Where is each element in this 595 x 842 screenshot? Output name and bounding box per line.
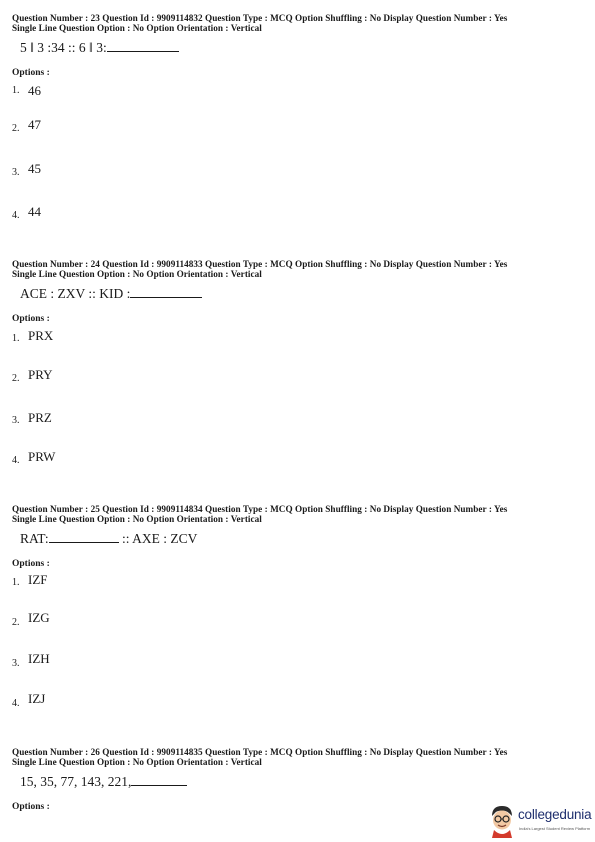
stem-text: 5 ‖ 3 :34 :: 6 ‖ 3: — [20, 39, 107, 55]
option-number: 4. — [12, 698, 20, 709]
option-number: 2. — [12, 617, 20, 628]
option-number: 3. — [12, 658, 20, 669]
meta-line-1: Question Number : 26 Question Id : 9909114835 Question Type : MCQ Option Shuffling : No Display Question Number : Yes — [12, 747, 508, 757]
question-23 — [12, 13, 587, 221]
question-meta — [12, 504, 587, 525]
option-number: 1. — [12, 85, 20, 96]
meta-line-2: Single Line Question Option : No Option Orientation : Vertical — [12, 757, 262, 768]
logo-tagline: India's Largest Student Review Platform — [519, 826, 591, 831]
logo-brand-text: collegedunia — [518, 807, 592, 822]
question-stem — [12, 286, 587, 302]
option-text: 47 — [28, 117, 41, 132]
stem-text: RAT: — [20, 530, 49, 546]
stem-text: ACE : ZXV :: KID : — [20, 285, 131, 301]
question-25 — [12, 504, 587, 709]
option-text: 44 — [28, 204, 41, 219]
collegedunia-logo — [488, 804, 593, 838]
question-26 — [12, 747, 587, 812]
question-meta — [12, 13, 587, 34]
question-meta — [12, 747, 587, 768]
option-text: IZJ — [28, 691, 46, 706]
stem-text: 15, 35, 77, 143, 221, — [20, 773, 132, 789]
meta-line-2: Single Line Question Option : No Option Orientation : Vertical — [12, 269, 262, 280]
options-label: Options : — [12, 67, 50, 78]
question-stem — [12, 774, 587, 790]
meta-line-2: Single Line Question Option : No Option Orientation : Vertical — [12, 23, 262, 34]
meta-line-2: Single Line Question Option : No Option Orientation : Vertical — [12, 514, 262, 525]
option-text: 45 — [28, 161, 41, 176]
option-number: 1. — [12, 333, 20, 344]
meta-line-1: Question Number : 25 Question Id : 9909114834 Question Type : MCQ Option Shuffling : No Display Question Number : Yes — [12, 504, 508, 514]
options-label: Options : — [12, 313, 50, 324]
options-label: Options : — [12, 801, 50, 812]
option-number: 3. — [12, 415, 20, 426]
option-text: PRW — [28, 449, 56, 464]
option-text: 46 — [28, 83, 41, 98]
answer-blank — [130, 286, 202, 298]
question-meta — [12, 259, 587, 280]
option-text: IZH — [28, 651, 50, 666]
question-24 — [12, 259, 587, 466]
option-number: 4. — [12, 210, 20, 221]
answer-blank — [131, 774, 187, 786]
option-text: PRZ — [28, 410, 52, 425]
option-text: IZF — [28, 572, 48, 587]
option-text: IZG — [28, 610, 50, 625]
option-number: 1. — [12, 577, 20, 588]
option-text: PRX — [28, 328, 54, 343]
meta-line-1: Question Number : 23 Question Id : 9909114832 Question Type : MCQ Option Shuffling : No Display Question Number : Yes — [12, 13, 508, 23]
answer-blank — [107, 40, 179, 52]
mascot-icon — [488, 804, 516, 838]
option-number: 2. — [12, 373, 20, 384]
question-stem — [12, 531, 587, 547]
stem-text-after: :: AXE : ZCV — [121, 530, 198, 546]
options-label: Options : — [12, 558, 50, 569]
option-number: 2. — [12, 123, 20, 134]
option-number: 3. — [12, 167, 20, 178]
question-stem — [12, 40, 587, 56]
option-number: 4. — [12, 455, 20, 466]
meta-line-1: Question Number : 24 Question Id : 9909114833 Question Type : MCQ Option Shuffling : No Display Question Number : Yes — [12, 259, 508, 269]
answer-blank — [49, 531, 119, 543]
option-text: PRY — [28, 367, 53, 382]
